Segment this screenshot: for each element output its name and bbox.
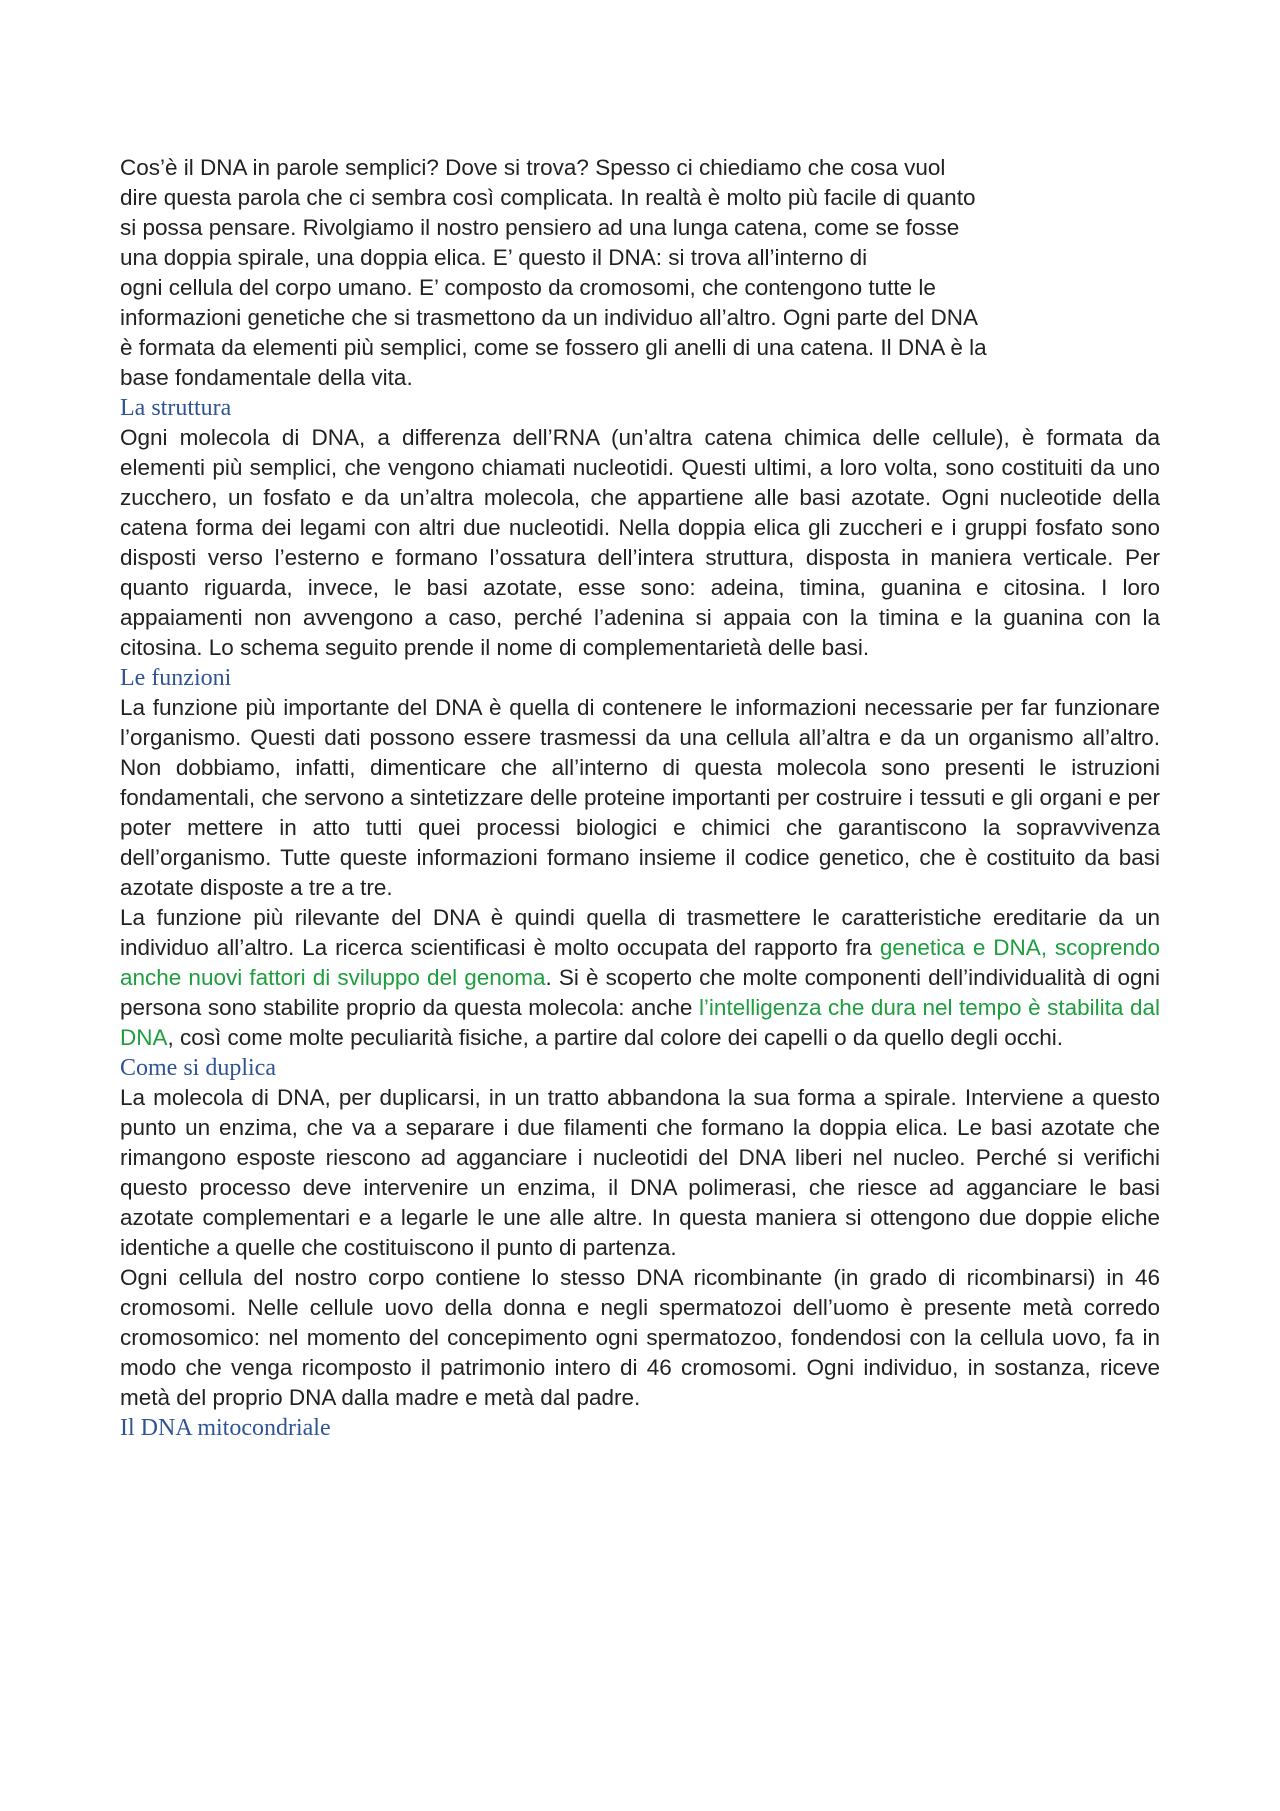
intro-paragraph <box>120 153 1160 393</box>
duplica-paragraph-2: Ogni cellula del nostro corpo contiene lo stesso DNA ricombinante (in grado di ricombinarsi) in 46 cromosomi. Nelle cellule uovo della donna e negli spermatozoi dell’uomo è presente metà corredo cromosomico: nel momento del concepimento ogni spermatozoo, fondendosi con la cellula uovo, fa in modo che venga ricomposto il patrimonio intero di 46 cromosomi. Ogni individuo, in sostanza, riceve metà del proprio DNA dalla madre e metà dal padre. <box>120 1265 1160 1410</box>
intro-line: dire questa parola che ci sembra così complicata. In realtà è molto più facile di quanto <box>120 185 976 210</box>
link-intelligenza-dna[interactable]: l’intelligenza che dura nel tempo è stabilita dal DNA <box>120 995 1160 1050</box>
intro-line: una doppia spirale, una doppia elica. E’ questo il DNA: si trova all’interno di <box>120 245 868 270</box>
document-page <box>120 153 1160 1443</box>
heading-la-struttura: La struttura <box>120 395 232 421</box>
funzioni-paragraph-1: La funzione più importante del DNA è quella di contenere le informazioni necessarie per far funzionare l’organismo. Questi dati possono essere trasmessi da una cellula all’altra e da un organismo all’altro. Non dobbiamo, infatti, dimenticare che all’interno di questa molecola sono presenti le istruzioni fondamentali, che servono a sintetizzare delle proteine importanti per costruire i tessuti e gli organi e per poter mettere in atto tutti quei processi biologici e chimici che garantiscono la sopravvivenza dell’organismo. Tutte queste informazioni formano insieme il codice genetico, che è costituito da basi azotate disposte a tre a tre. <box>120 695 1160 900</box>
link-genetica-e-dna[interactable]: genetica e DNA, scoprendo anche nuovi fattori di sviluppo del genoma <box>120 935 1160 990</box>
intro-line: base fondamentale della vita. <box>120 365 413 390</box>
intro-line: ogni cellula del corpo umano. E’ composto da cromosomi, che contengono tutte le <box>120 275 936 300</box>
struttura-paragraph: Ogni molecola di DNA, a differenza dell’RNA (un’altra catena chimica delle cellule), è formata da elementi più semplici, che vengono chiamati nucleotidi. Questi ultimi, a loro volta, sono costituiti da uno zucchero, un fosfato e da un’altra molecola, che appartiene alle basi azotate. Ogni nucleotide della catena forma dei legami con altri due nucleotidi. Nella doppia elica gli zuccheri e i gruppi fosfato sono disposti verso l’esterno e formano l’ossatura dell’intera struttura, disposta in maniera verticale. Per quanto riguarda, invece, le basi azotate, esse sono: adeina, timina, guanina e citosina. I loro appaiamenti non avvengono a caso, perché l’adenina si appaia con la timina e la guanina con la citosina. Lo schema seguito prende il nome di complementarietà delle basi. <box>120 425 1160 660</box>
funzioni-text-c: , così come molte peculiarità fisiche, a partire dal colore dei capelli o da quello degli occhi. <box>167 1025 1063 1050</box>
funzioni-text-a: La funzione più rilevante del DNA è quindi quella di trasmettere le caratteristiche ereditarie da un individuo all’altro. La ricerca scientificasi è molto occupata del rapporto fra <box>120 905 1160 960</box>
funzioni-paragraph-2 <box>120 903 1160 1053</box>
intro-line: si possa pensare. Rivolgiamo il nostro pensiero ad una lunga catena, come se fosse <box>120 215 960 240</box>
duplica-paragraph-1: La molecola di DNA, per duplicarsi, in un tratto abbandona la sua forma a spirale. Interviene a questo punto un enzima, che va a separare i due filamenti che formano la doppia elica. Le basi azotate che rimangono esposte riescono ad agganciare i nucleotidi del DNA liberi nel nucleo. Perché si verifichi questo processo deve intervenire un enzima, il DNA polimerasi, che riesce ad agganciare le basi azotate complementari e a legarle le une alle altre. In questa maniera si ottengono due doppie eliche identiche a quelle che costituiscono il punto di partenza. <box>120 1085 1160 1260</box>
heading-le-funzioni: Le funzioni <box>120 665 232 691</box>
heading-il-dna-mitocondriale: Il DNA mitocondriale <box>120 1415 331 1441</box>
intro-line: è formata da elementi più semplici, come se fossero gli anelli di una catena. Il DNA è la <box>120 335 987 360</box>
intro-line: informazioni genetiche che si trasmettono da un individuo all’altro. Ogni parte del DNA <box>120 305 978 330</box>
funzioni-text-b: . Si è scoperto che molte componenti dell’individualità di ogni persona sono stabilite proprio da questa molecola: anche <box>120 965 1160 1020</box>
heading-come-si-duplica: Come si duplica <box>120 1055 276 1081</box>
intro-line: Cos’è il DNA in parole semplici? Dove si trova? Spesso ci chiediamo che cosa vuol <box>120 155 946 180</box>
